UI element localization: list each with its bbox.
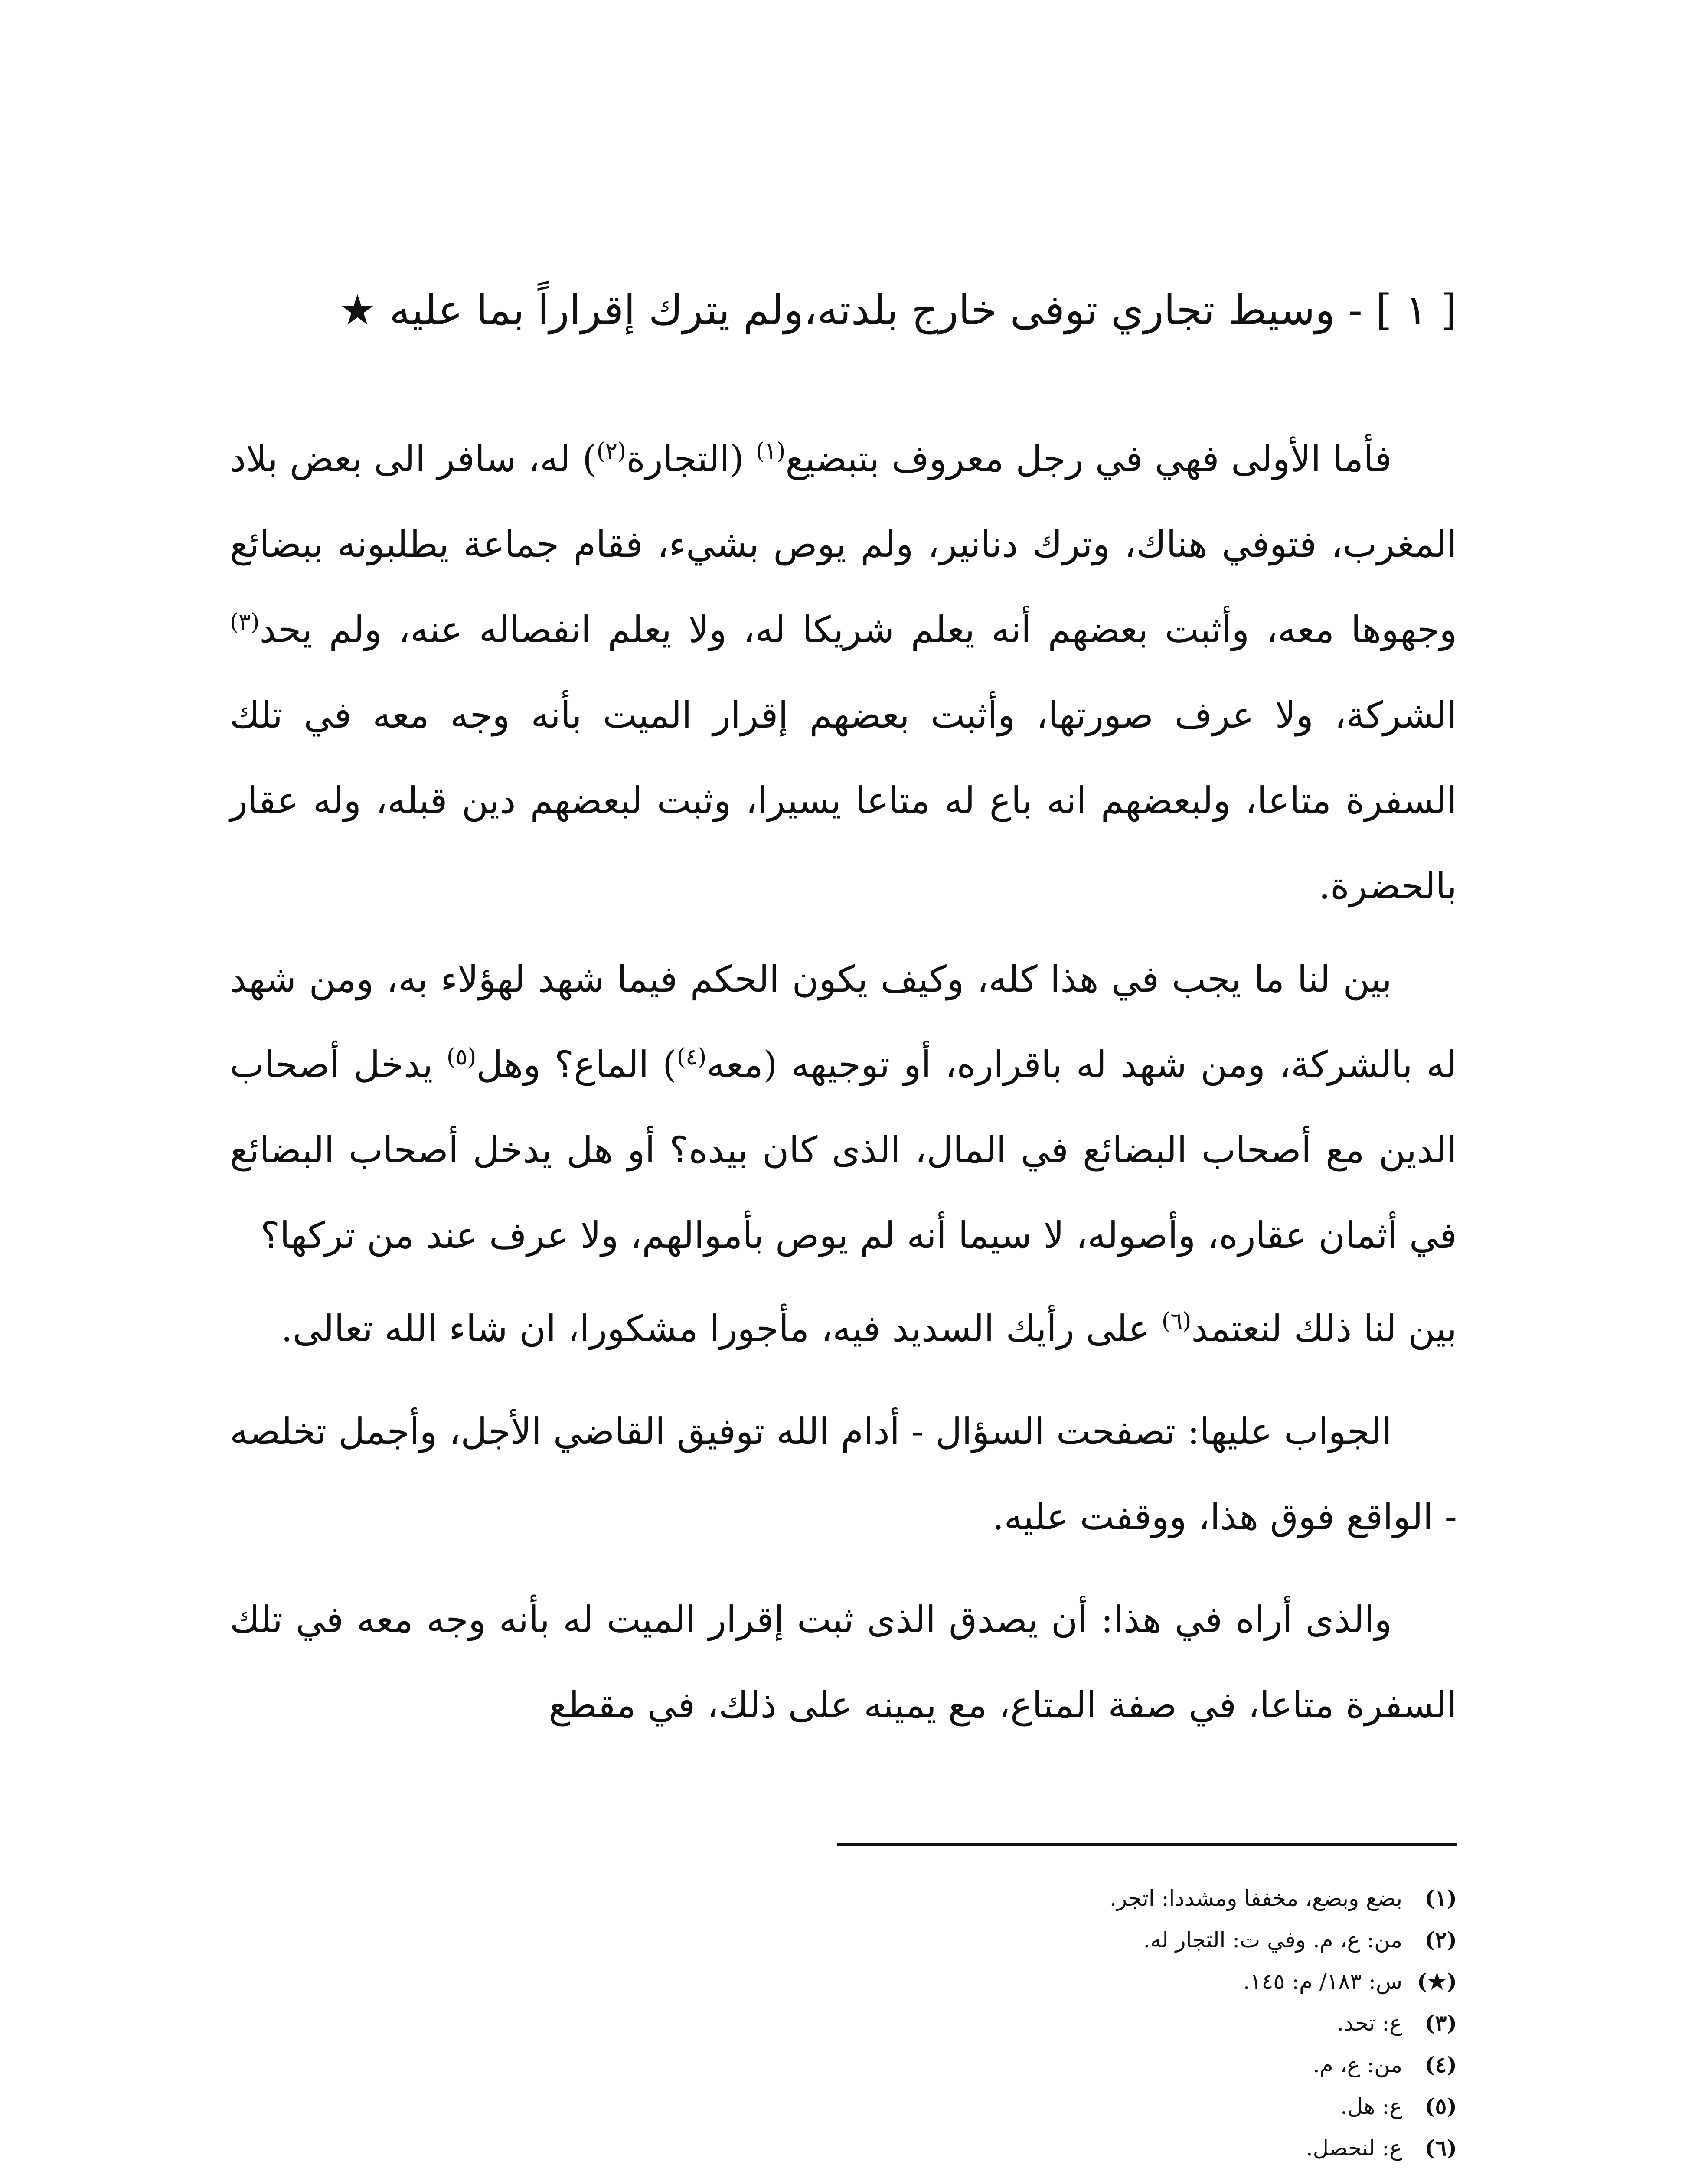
- footnote-text: ع: هل.: [1340, 2094, 1402, 2119]
- footnote: [230, 2044, 1457, 2086]
- text-run: (التجارة: [626, 438, 756, 480]
- footnote-text: من: ع، م. وفي ت: التجار له.: [1143, 1927, 1402, 1953]
- paragraph-question: [230, 416, 1457, 929]
- paragraph-request: [230, 937, 1457, 1278]
- footnote-number: (٣): [1424, 2010, 1457, 2036]
- text-run: فأما الأولى فهي في رجل معروف بتبضيع: [785, 438, 1392, 480]
- footnote-number: (٢): [1424, 1927, 1457, 1953]
- footnote-number: (٤): [1424, 2052, 1457, 2077]
- footnote-text: بضع وبضع، مخففا ومشددا: اتجر.: [1110, 1886, 1402, 1911]
- section-heading: [230, 278, 1457, 343]
- text-run: بين لنا ما يجب في هذا كله، وكيف يكون الحكم فيما شهد لهؤلاء به، ومن شهد له بالشركة، ومن شهد له باقراره، أو توجيهه (معه: [230, 958, 1457, 1086]
- footnote: [230, 1877, 1457, 1919]
- paragraph-answer: [230, 1389, 1457, 1560]
- footnote-reference: (٦): [1161, 1308, 1192, 1334]
- footnote-reference: (١): [755, 438, 786, 464]
- text-run: على رأيك السديد فيه، مأجورا مشكورا، ان شاء الله تعالى.: [281, 1307, 1162, 1350]
- text-run: ) له، سافر الى بعض بلاد المغرب، فتوفي هناك، وترك دنانير، ولم يوص بشيء، فقام جماعة يطلبونه ببضائع وجهوها معه، وأثبت بعضهم أنه يعلم شريكا له، ولا يعلم انفصاله عنه، ولم يحد: [230, 438, 1457, 651]
- footnote-number: (٦): [1424, 2135, 1457, 2161]
- footnote-reference: (٥): [446, 1044, 477, 1070]
- text-run: والذى أراه في هذا: أن يصدق الذى ثبت إقرار الميت له بأنه وجه معه في تلك السفرة متاعا، في صفة المتاع، مع يمينه على ذلك، في مقطع: [230, 1598, 1457, 1726]
- document-page: [230, 0, 1457, 2168]
- section-title: - وسيط تجاري توفى خارج بلدته،ولم يترك إقراراً بما عليه: [389, 286, 1362, 334]
- footnote-text: من: ع، م.: [1313, 2052, 1402, 2077]
- footnote-text: ع: تحد.: [1337, 2011, 1402, 2036]
- paragraph-opinion: [230, 1577, 1457, 1748]
- footnote-number: (٥): [1424, 2093, 1457, 2119]
- text-run: ) الماع؟ وهل: [476, 1043, 677, 1086]
- footnote-star-marker: ★: [339, 286, 376, 334]
- footnote-reference: (٣): [230, 609, 260, 635]
- footnote-reference: (٢): [596, 438, 627, 464]
- text-run: الجواب عليها: تصفحت السؤال - أدام الله توفيق القاضي الأجل، وأجمل تخلصه - الواقع فوق هذا، ووقفت عليه.: [230, 1410, 1457, 1538]
- text-run: يدخل أصحاب الدين مع أصحاب البضائع في المال، الذى كان بيده؟ أو هل يدخل أصحاب البضائع في أثمان عقاره، وأصوله، لا سيما أنه لم يوص بأموالهم، ولا عرف عند من تركها؟: [230, 1043, 1457, 1257]
- footnote: [230, 2086, 1457, 2127]
- paragraph-closing-request: [230, 1286, 1457, 1371]
- footnote: [230, 2127, 1457, 2168]
- footnote-text: س: ١٨٣/ م: ١٤٥.: [1243, 1969, 1402, 1994]
- footnote: [230, 1961, 1457, 2002]
- section-number: [ ١ ]: [1375, 286, 1457, 334]
- footnote-number: (١): [1424, 1885, 1457, 1911]
- text-run: الشركة، ولا عرف صورتها، وأثبت بعضهم إقرار الميت بأنه وجه معه في تلك السفرة متاعا، ولبعضهم انه باع له متاعا يسيرا، وثبت لبعضهم دين قبله، وله عقار بالحضرة.: [230, 694, 1457, 907]
- body-text: [230, 416, 1457, 1756]
- footnote-number: (★): [1417, 1969, 1457, 1994]
- footnotes: [230, 1877, 1457, 2168]
- footnote-text: ع: لنحصل.: [1306, 2135, 1402, 2161]
- footnote-divider: [837, 1843, 1457, 1846]
- footnote: [230, 2002, 1457, 2044]
- footnote: [230, 1919, 1457, 1961]
- text-run: بين لنا ذلك لنعتمد: [1191, 1307, 1457, 1350]
- footnote-reference: (٤): [676, 1044, 707, 1070]
